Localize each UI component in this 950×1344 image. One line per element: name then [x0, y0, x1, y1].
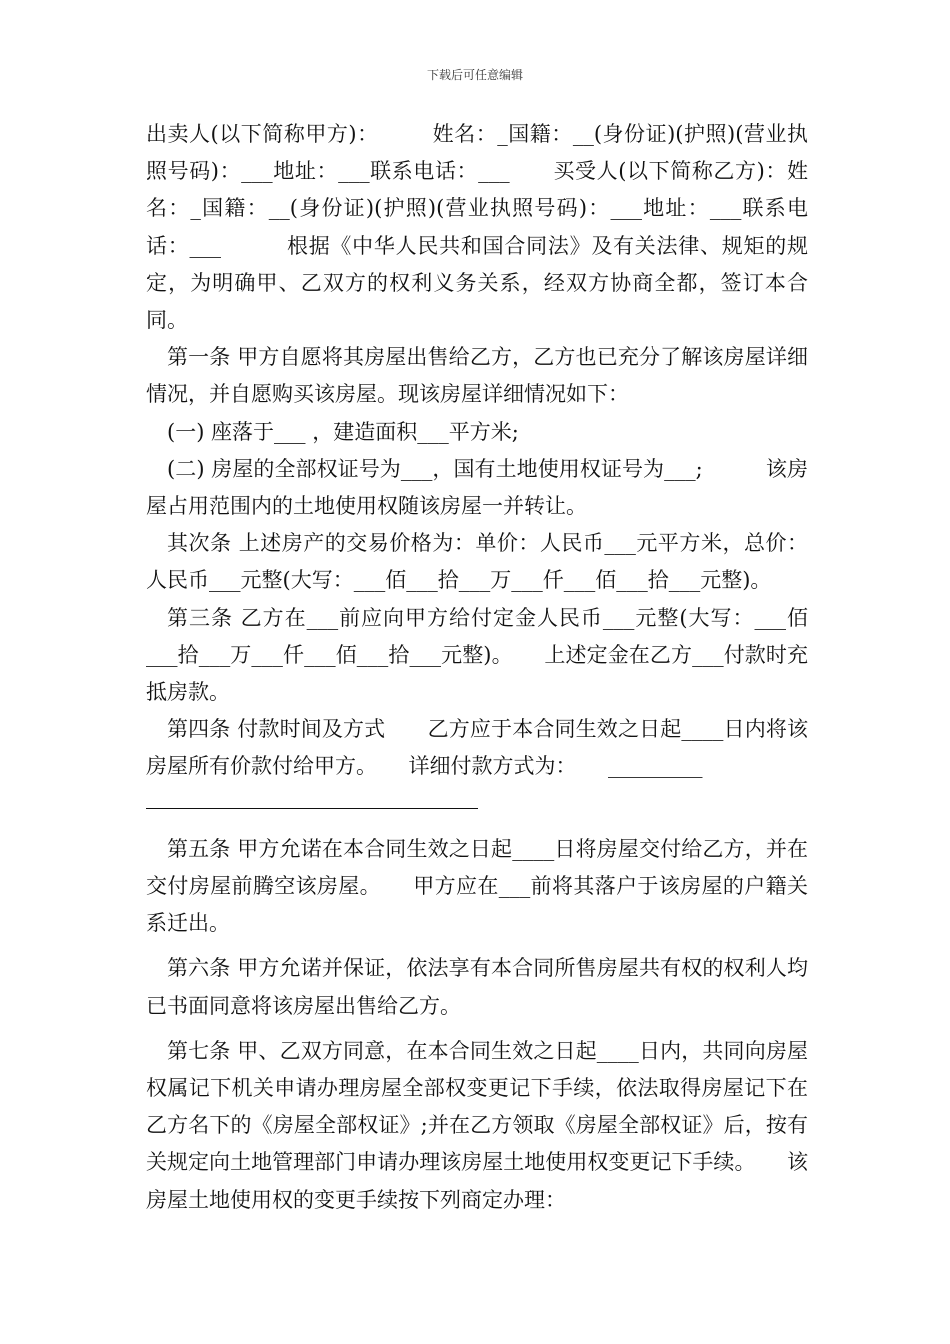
payment-method-blank-line	[146, 786, 808, 823]
article-2: 其次条 上述房产的交易价格为：单价：人民币___元平方米，总价：人民币___元整(大写：___佰___拾___万___仟___佰___拾___元整)。	[146, 531, 808, 593]
article-7: 第七条 甲、乙双方同意，在本合同生效之日起____日内，共同向房屋权属记下机关申请办理房屋全部权变更记下手续，依法取得房屋记下在乙方名下的《房屋全部权证》;并在乙方领取《房屋全部权证》后，按有关规定向土地管理部门申请办理该房屋土地使用权变更记下手续。 该房屋土地使用权的变更手续按下列商定办理：	[146, 1038, 808, 1212]
article-3: 第三条 乙方在___前应向甲方给付定金人民币___元整(大写：___佰___拾___万___仟___佰___拾___元整)。 上述定金在乙方___付款时充抵房款。	[146, 605, 808, 705]
article-1: 第一条 甲方自愿将其房屋出售给乙方，乙方也已充分了解该房屋详细情况，并自愿购买该房屋。现该房屋详细情况如下：	[146, 345, 808, 407]
article-6: 第六条 甲方允诺并保证，依法享有本合同所售房屋共有权的权利人均已书面同意将该房屋出售给乙方。	[146, 956, 808, 1018]
contract-body	[146, 116, 808, 1219]
page-header: 下载后可任意编辑	[426, 68, 523, 82]
article-4: 第四条 付款时间及方式 乙方应于本合同生效之日起____日内将该房屋所有价款付给甲方。 详细付款方式为： _________	[146, 717, 808, 779]
parties-paragraph: 出卖人(以下简称甲方)： 姓名：_国籍：__(身份证)(护照)(营业执照号码)：___地址：___联系电话：___ 买受人(以下简称乙方)：姓名：_国籍：__(身份证)(护照)(营业执照号码)：___地址：___联系电话：___ 根据《中华人民共和国合同法》及有关法律、规矩的规定，为明确甲、乙双方的权利义务关系，经双方协商全都，签订本合同。	[146, 122, 808, 333]
article-1-item-2: (二) 房屋的全部权证号为___，国有土地使用权证号为___; 该房屋占用范围内的土地使用权随该房屋一并转让。	[146, 456, 808, 519]
blank-underline	[146, 808, 478, 809]
article-5: 第五条 甲方允诺在本合同生效之日起____日将房屋交付给乙方，并在交付房屋前腾空该房屋。 甲方应在___前将其落户于该房屋的户籍关系迁出。	[146, 836, 808, 936]
article-1-item-1: (一) 座落于___ ，建造面积___平方米;	[167, 419, 519, 444]
